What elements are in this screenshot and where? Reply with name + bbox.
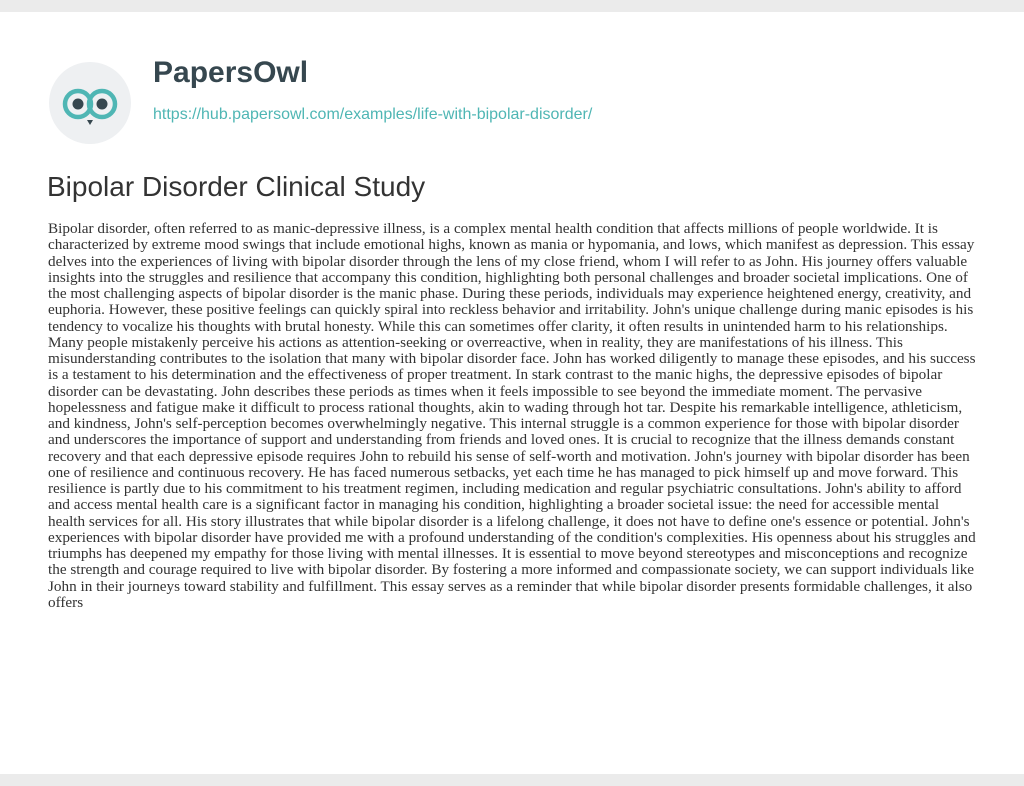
essay-title: Bipolar Disorder Clinical Study — [47, 171, 426, 202]
source-url-link[interactable]: https://hub.papersowl.com/examples/life-with-bipolar-disorder/ — [153, 106, 593, 123]
bottom-bar — [0, 774, 1024, 786]
top-bar — [0, 0, 1024, 12]
owl-eyes-icon — [48, 61, 132, 145]
essay-body: Bipolar disorder, often referred to as manic-depressive illness, is a complex mental health condition that affects millions of people worldwide. It is characterized by extreme mood swings that include emotional highs, known as mania or hypomania, and lows, which manifest as depression. This essay delves into the experiences of living with bipolar disorder through the lens of my close friend, whom I will refer to as John. His journey offers valuable insights into the struggles and resilience that accompany this condition, highlighting both personal challenges and broader societal implications. One of the most challenging aspects of bipolar disorder is the manic phase. During these periods, individuals may experience heightened energy, creativity, and euphoria. However, these positive feelings can quickly spiral into reckless behavior and irritability. John's unique challenge during manic episodes is his tendency to vocalize his thoughts with brutal honesty. While this can sometimes offer clarity, it often results in unintended harm to his relationships. Many people mistakenly perceive his actions as attention-seeking or overreactive, when in reality, they are manifestations of his illness. This misunderstanding contributes to the isolation that many with bipolar disorder face. John has worked diligently to manage these episodes, and his success is a testament to his determination and the effectiveness of proper treatment. In stark contrast to the manic highs, the depressive episodes of bipolar disorder can be devastating. John describes these periods as times when it feels impossible to see beyond the immediate moment. The pervasive hopelessness and fatigue make it difficult to process rational thoughts, akin to wading through hot tar. Despite his remarkable intelligence, athleticism, and kindness, John's self-perception becomes overwhelmingly negative. This internal struggle is a common experience for those with bipolar disorder and underscores the importance of support and understanding from friends and loved ones. It is crucial to recognize that the illness demands constant recovery and that each depressive episode requires John to rebuild his sense of self-worth and motivation. John's journey with bipolar disorder has been one of resilience and continuous recovery. He has faced numerous setbacks, yet each time he has managed to pick himself up and move forward. This resilience is partly due to his commitment to his treatment regimen, including medication and regular psychiatric consultations. John's ability to afford and access mental health care is a significant factor in managing his condition, highlighting a broader societal issue: the need for accessible mental health services for all. His story illustrates that while bipolar disorder is a lifelong challenge, it does not have to define one's essence or potential. John's experiences with bipolar disorder have provided me with a profound understanding of the condition's complexities. His openness about his struggles and triumphs has deepened my empathy for those living with mental illnesses. It is essential to move beyond stereotypes and misconceptions and recognize the strength and courage required to live with bipolar disorder. By fostering a more informed and compassionate society, we can support individuals like John in their journeys toward stability and fulfillment. This essay serves as a reminder that while bipolar disorder presents formidable challenges, it also offers — [48, 220, 976, 611]
brand-name: PapersOwl — [153, 56, 309, 89]
